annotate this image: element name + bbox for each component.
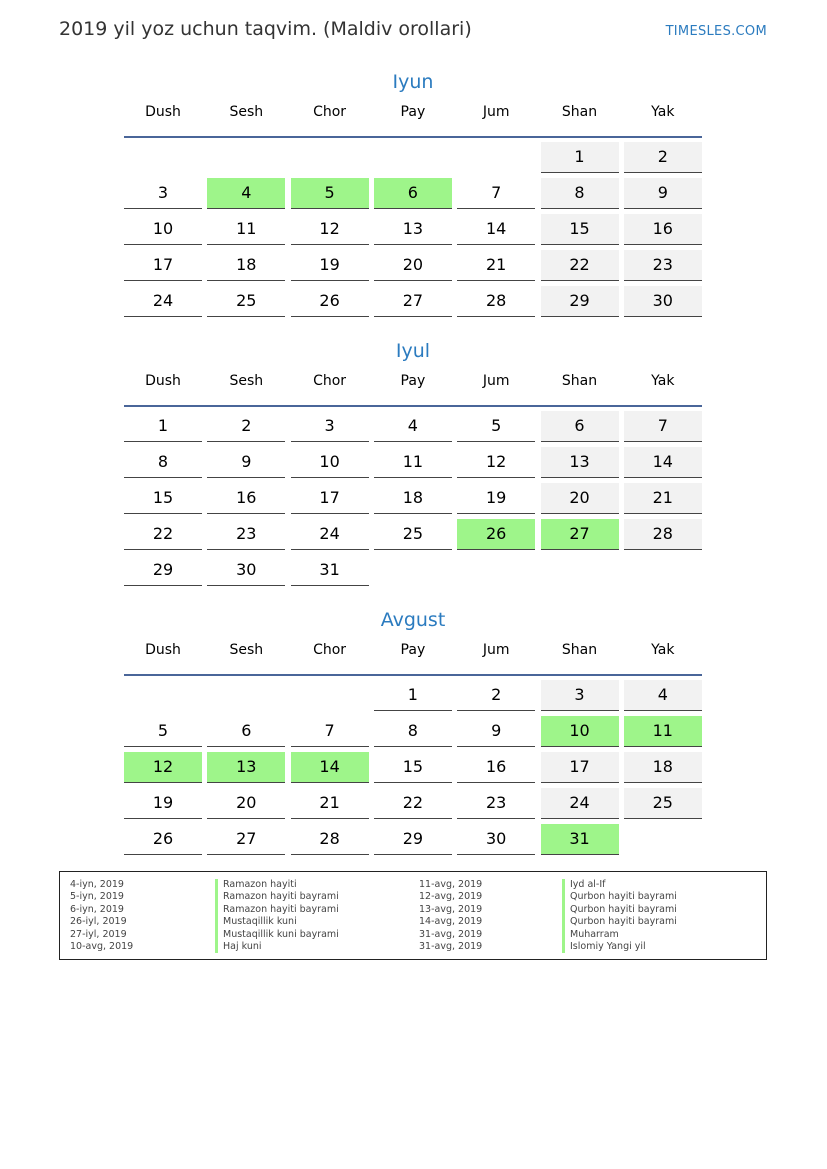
site-link[interactable]: TIMESLES.COM xyxy=(665,24,767,39)
weekday-label: Jum xyxy=(482,373,510,389)
day-cell: 4 xyxy=(374,411,452,442)
day-grid xyxy=(124,680,702,860)
weekday-label: Jum xyxy=(482,104,510,120)
day-grid xyxy=(124,142,702,322)
weekday-header xyxy=(124,371,702,407)
day-cell: 9 xyxy=(457,716,535,747)
month-title: Iyul xyxy=(395,340,431,362)
page-title: 2019 yil yoz uchun taqvim. (Maldiv orollari) xyxy=(59,18,472,40)
day-cell: 6 xyxy=(541,411,619,442)
month-august xyxy=(124,608,702,860)
legend-holiday: Ramazon hayiti bayrami xyxy=(215,904,339,916)
legend-date: 10-avg, 2019 xyxy=(70,940,134,952)
day-cell: 1 xyxy=(541,142,619,173)
day-cell: 21 xyxy=(291,788,369,819)
weekday-label: Pay xyxy=(400,104,426,120)
day-cell: 15 xyxy=(374,752,452,783)
day-grid xyxy=(124,411,702,591)
day-cell: 13 xyxy=(374,214,452,245)
day-cell: 17 xyxy=(124,250,202,281)
day-cell: 27 xyxy=(374,286,452,317)
legend-holiday: Islomiy Yangi yil xyxy=(562,941,677,953)
legend-date: 27-iyl, 2019 xyxy=(70,928,127,940)
day-cell: 3 xyxy=(124,178,202,209)
day-cell: 27 xyxy=(207,824,285,855)
legend-holiday: Qurbon hayiti bayrami xyxy=(562,904,677,916)
weekday-label: Sesh xyxy=(229,373,264,389)
legend-holiday: Iyd al-If xyxy=(562,879,677,891)
day-cell: 5 xyxy=(457,411,535,442)
legend-dates-right xyxy=(419,879,482,953)
day-cell: 18 xyxy=(374,483,452,514)
day-cell: 2 xyxy=(207,411,285,442)
day-cell: 28 xyxy=(291,824,369,855)
day-cell: 7 xyxy=(457,178,535,209)
legend-holiday: Haj kuni xyxy=(215,941,339,953)
day-cell: 11 xyxy=(624,716,702,747)
day-cell: 4 xyxy=(624,680,702,711)
day-cell: 23 xyxy=(624,250,702,281)
weekday-label: Shan xyxy=(561,104,598,120)
day-cell: 9 xyxy=(624,178,702,209)
day-cell: 26 xyxy=(291,286,369,317)
day-cell: 31 xyxy=(541,824,619,855)
day-cell: 19 xyxy=(124,788,202,819)
legend-date: 26-iyl, 2019 xyxy=(70,916,127,928)
day-cell: 8 xyxy=(541,178,619,209)
month-july xyxy=(124,339,702,591)
legend-date: 31-avg, 2019 xyxy=(419,940,483,952)
legend-names-left xyxy=(215,879,339,953)
legend-holiday: Mustaqillik kuni bayrami xyxy=(215,929,339,941)
day-cell: 10 xyxy=(541,716,619,747)
legend-date: 4-iyn, 2019 xyxy=(70,879,124,890)
day-cell: 18 xyxy=(624,752,702,783)
day-cell: 14 xyxy=(291,752,369,783)
day-cell: 24 xyxy=(291,519,369,550)
weekday-label: Yak xyxy=(651,373,675,389)
day-cell: 25 xyxy=(207,286,285,317)
legend-date: 5-iyn, 2019 xyxy=(70,891,124,903)
legend-date: 11-avg, 2019 xyxy=(419,879,483,890)
weekday-header xyxy=(124,102,702,138)
day-cell: 28 xyxy=(457,286,535,317)
day-cell: 2 xyxy=(624,142,702,173)
day-cell: 5 xyxy=(124,716,202,747)
day-cell: 16 xyxy=(207,483,285,514)
day-cell: 24 xyxy=(541,788,619,819)
weekday-label: Shan xyxy=(561,642,598,658)
day-cell: 24 xyxy=(124,286,202,317)
legend-dates-left xyxy=(70,879,133,953)
day-cell: 23 xyxy=(207,519,285,550)
day-cell: 14 xyxy=(624,447,702,478)
holiday-legend xyxy=(59,871,767,960)
day-cell: 17 xyxy=(541,752,619,783)
day-cell: 20 xyxy=(374,250,452,281)
day-cell: 9 xyxy=(207,447,285,478)
legend-holiday: Ramazon hayiti bayrami xyxy=(215,891,339,903)
day-cell: 29 xyxy=(124,555,202,586)
legend-holiday: Ramazon hayiti xyxy=(215,879,339,891)
month-june xyxy=(124,70,702,322)
day-cell: 21 xyxy=(457,250,535,281)
day-cell: 29 xyxy=(374,824,452,855)
day-cell: 22 xyxy=(541,250,619,281)
day-cell: 23 xyxy=(457,788,535,819)
day-cell: 30 xyxy=(457,824,535,855)
day-cell: 22 xyxy=(374,788,452,819)
day-cell: 15 xyxy=(124,483,202,514)
day-cell: 27 xyxy=(541,519,619,550)
day-cell: 8 xyxy=(374,716,452,747)
day-cell: 10 xyxy=(291,447,369,478)
day-cell: 25 xyxy=(374,519,452,550)
legend-holiday: Muharram xyxy=(562,929,677,941)
day-cell: 21 xyxy=(624,483,702,514)
weekday-label: Dush xyxy=(145,104,181,120)
day-cell: 13 xyxy=(541,447,619,478)
day-cell: 15 xyxy=(541,214,619,245)
weekday-label: Sesh xyxy=(229,104,264,120)
day-cell: 20 xyxy=(541,483,619,514)
day-cell: 31 xyxy=(291,555,369,586)
weekday-label: Pay xyxy=(400,373,426,389)
weekday-label: Shan xyxy=(561,373,598,389)
weekday-header xyxy=(124,640,702,676)
weekday-label: Sesh xyxy=(229,642,264,658)
day-cell: 29 xyxy=(541,286,619,317)
day-cell: 11 xyxy=(207,214,285,245)
day-cell: 7 xyxy=(291,716,369,747)
day-cell: 1 xyxy=(124,411,202,442)
day-cell: 30 xyxy=(624,286,702,317)
day-cell: 11 xyxy=(374,447,452,478)
legend-holiday: Qurbon hayiti bayrami xyxy=(562,916,677,928)
weekday-label: Chor xyxy=(313,373,347,389)
day-cell: 30 xyxy=(207,555,285,586)
day-cell: 1 xyxy=(374,680,452,711)
day-cell: 18 xyxy=(207,250,285,281)
day-cell: 14 xyxy=(457,214,535,245)
month-title: Iyun xyxy=(392,71,434,93)
day-cell: 20 xyxy=(207,788,285,819)
day-cell: 16 xyxy=(457,752,535,783)
month-title: Avgust xyxy=(380,609,446,631)
day-cell: 19 xyxy=(457,483,535,514)
day-cell: 8 xyxy=(124,447,202,478)
weekday-label: Yak xyxy=(651,642,675,658)
weekday-label: Dush xyxy=(145,642,181,658)
day-cell: 26 xyxy=(124,824,202,855)
weekday-label: Pay xyxy=(400,642,426,658)
day-cell: 10 xyxy=(124,214,202,245)
legend-date: 6-iyn, 2019 xyxy=(70,903,124,915)
legend-date: 13-avg, 2019 xyxy=(419,903,483,915)
day-cell: 19 xyxy=(291,250,369,281)
day-cell: 22 xyxy=(124,519,202,550)
legend-date: 12-avg, 2019 xyxy=(419,891,483,903)
day-cell: 4 xyxy=(207,178,285,209)
legend-holiday: Qurbon hayiti bayrami xyxy=(562,891,677,903)
day-cell: 2 xyxy=(457,680,535,711)
day-cell: 28 xyxy=(624,519,702,550)
legend-date: 31-avg, 2019 xyxy=(419,928,483,940)
day-cell: 3 xyxy=(291,411,369,442)
day-cell: 3 xyxy=(541,680,619,711)
day-cell: 6 xyxy=(374,178,452,209)
day-cell: 17 xyxy=(291,483,369,514)
day-cell: 25 xyxy=(624,788,702,819)
legend-date: 14-avg, 2019 xyxy=(419,916,483,928)
day-cell: 12 xyxy=(124,752,202,783)
weekday-label: Jum xyxy=(482,642,510,658)
day-cell: 5 xyxy=(291,178,369,209)
legend-holiday: Mustaqillik kuni xyxy=(215,916,339,928)
legend-names-right xyxy=(562,879,677,953)
weekday-label: Chor xyxy=(313,104,347,120)
day-cell: 6 xyxy=(207,716,285,747)
weekday-label: Yak xyxy=(651,104,675,120)
day-cell: 7 xyxy=(624,411,702,442)
day-cell: 26 xyxy=(457,519,535,550)
day-cell: 12 xyxy=(457,447,535,478)
day-cell: 13 xyxy=(207,752,285,783)
day-cell: 12 xyxy=(291,214,369,245)
day-cell: 16 xyxy=(624,214,702,245)
weekday-label: Dush xyxy=(145,373,181,389)
weekday-label: Chor xyxy=(313,642,347,658)
